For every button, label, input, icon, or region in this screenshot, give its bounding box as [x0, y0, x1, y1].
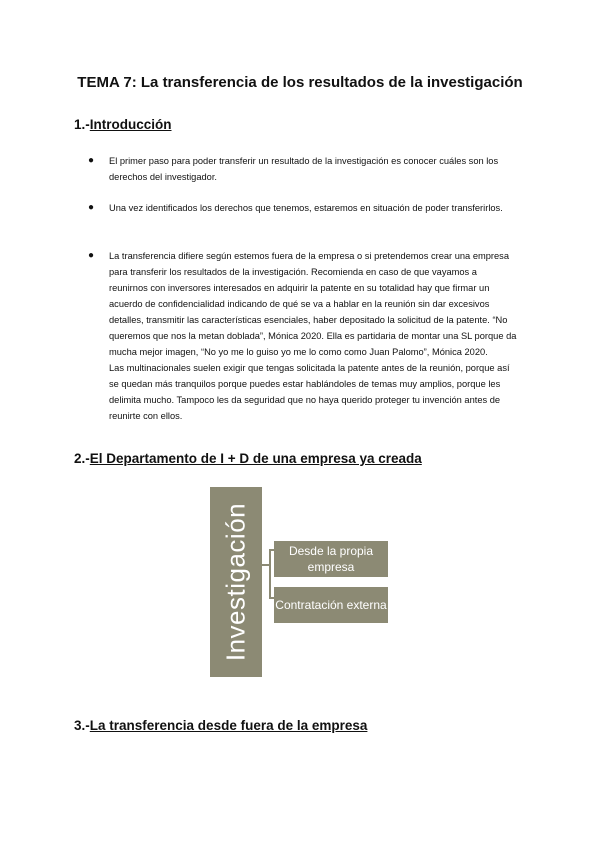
paragraph-text: Las multinacionales suelen exigir que tengas solicitada la patente antes de la reunión, porque así se quedan más tranquilos porque puedes estar hablándoles de temas muy amplios, porque les delimita mucho. Tampoco les da seguridad que no haya querido proteger tu invención antes de reunirte con ellos. — [109, 363, 510, 421]
bullet-text: El primer paso para poder transferir un resultado de la investigación es conocer cuáles son los derechos del investigador. — [109, 156, 499, 182]
section-3-heading — [74, 718, 367, 733]
section-1-number: 1.- — [74, 117, 90, 132]
diagram-connector — [269, 549, 271, 599]
section-1-title: Introducción — [89, 117, 172, 132]
diagram-root-box — [210, 487, 262, 677]
diagram-child-box: Contratación externa — [274, 587, 388, 623]
bullet-icon: ● — [88, 202, 95, 213]
section-3-title: La transferencia desde fuera de la empresa — [89, 718, 368, 733]
bullet-text: La transferencia difiere según estemos fuera de la empresa o si pretendemos crear una empresa para transferir los resultados de la investigación. Recomienda en caso de que vayamos a reunirnos con inversores interesados en adquirir la patente en su totalidad hay que firmar un acuerdo de confidencialidad indicando de qué se va a hablar en la reunión sin dar excesivos detalles, transmitir las características esenciales, haber depositado la solicitud de la patente. “No queremos que nos la metan doblada”, Mónica 2020. Ella es partidaria de montar una SL porque da mucha mejor imagen, “No yo me lo guiso yo me lo como como Juan Palomo”, Mónica 2020. — [109, 251, 517, 357]
hierarchy-diagram — [210, 487, 390, 677]
list-item — [88, 200, 518, 216]
list-item — [88, 248, 518, 424]
section-2-number: 2.- — [74, 451, 90, 466]
diagram-child-box: Desde la propia empresa — [274, 541, 388, 577]
bullet-icon: ● — [88, 250, 95, 261]
diagram-root-label: Investigación — [220, 502, 251, 662]
bullet-text: Una vez identificados los derechos que tenemos, estaremos en situación de poder transferirlos. — [109, 203, 503, 213]
section-1-heading — [74, 117, 172, 132]
page-title: TEMA 7: La transferencia de los resultados de la investigación — [77, 74, 523, 91]
section-2-heading — [74, 451, 422, 466]
section-2-title: El Departamento de I + D de una empresa ya creada — [89, 451, 422, 466]
section-3-number: 3.- — [74, 718, 90, 733]
list-item — [88, 153, 518, 185]
bullet-icon: ● — [88, 155, 95, 166]
